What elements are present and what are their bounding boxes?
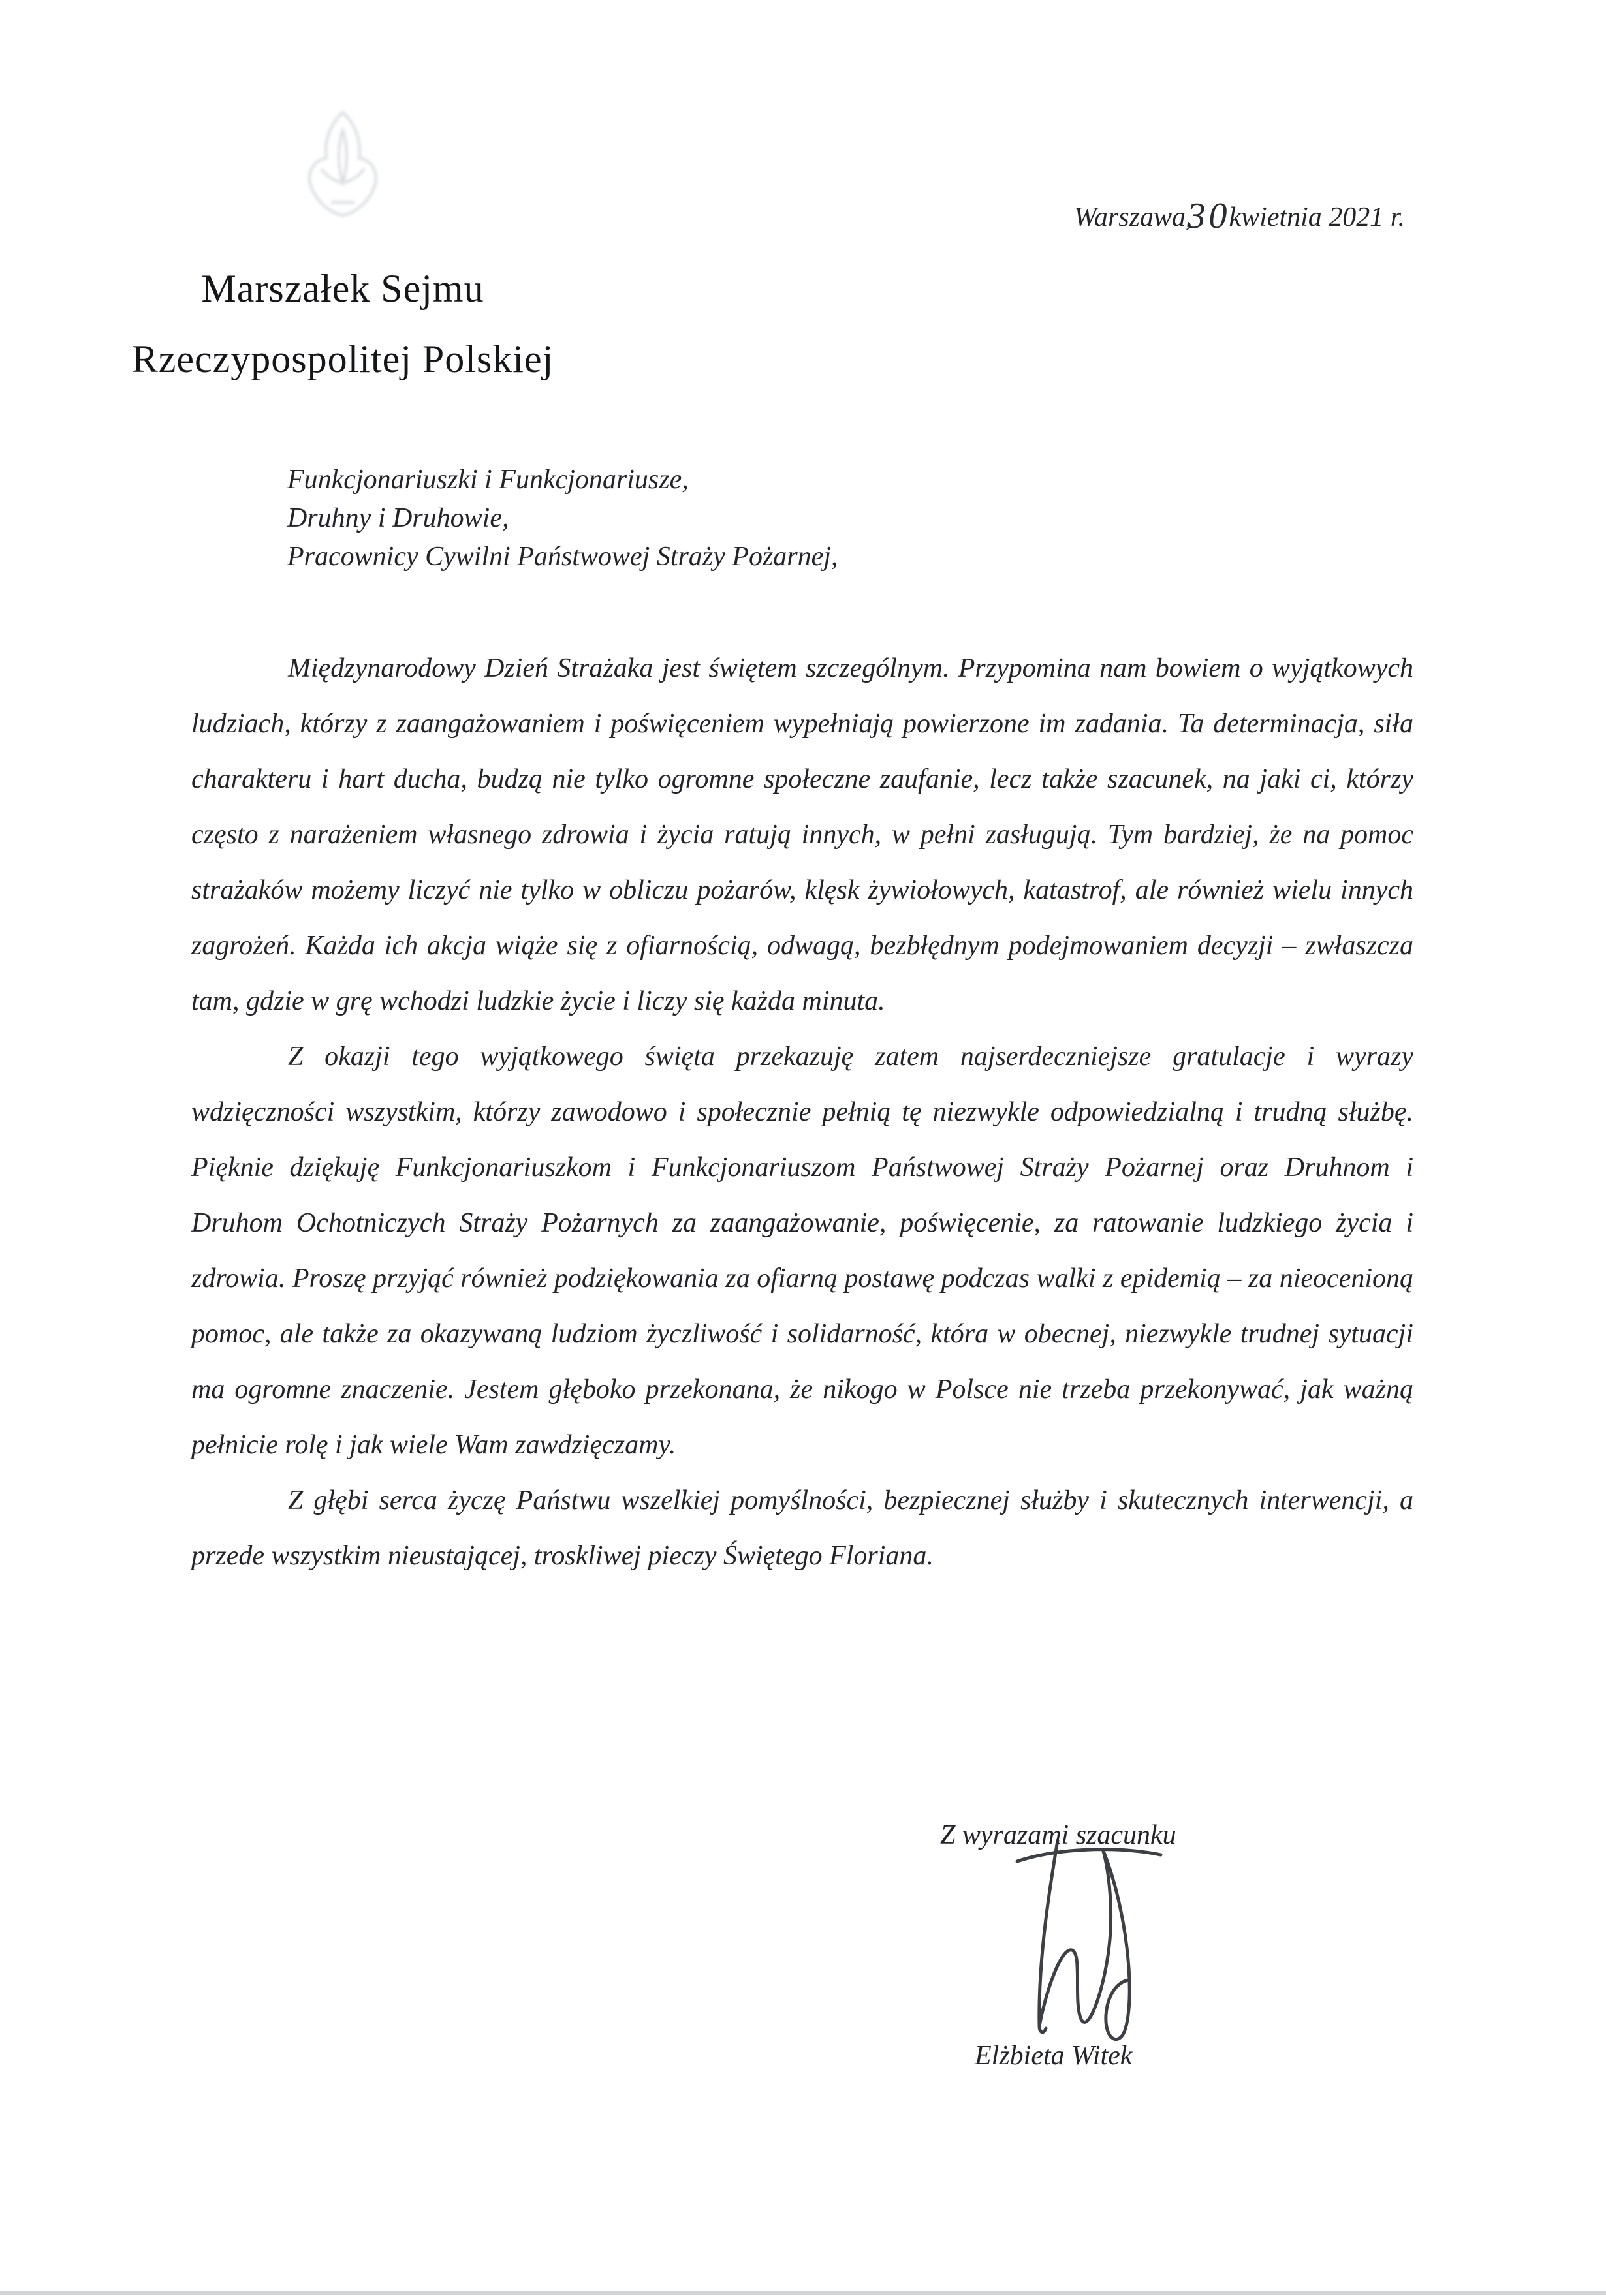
body-paragraph: Międzynarodowy Dzień Strażaka jest świętem szczególnym. Przypomina nam bowiem o wyjątkowych ludziach, którzy z zaangażowaniem i poświęceniem wypełniają powierzone im zadania. Ta determinacja, siła charakteru i hart ducha, budzą nie tylko ogromne społeczne zaufanie, lecz także szacunek, na jaki ci, którzy często z narażeniem własnego zdrowia i życia ratują innych, w pełni zasługują. Tym bardziej, że na pomoc strażaków możemy liczyć nie tylko w obliczu pożarów, klęsk żywiołowych, katastrof, ale również wielu innych zagrożeń. Każda ich akcja wiąże się z ofiarnością, odwagą, bezbłędnym podejmowaniem decyzji – zwłaszcza tam, gdzie w grę wchodzi ludzkie życie i liczy się każda minuta. <box>191 653 1413 1016</box>
closing-phrase: Z wyrazami szacunku <box>940 1820 1176 1850</box>
letterhead <box>121 253 565 394</box>
letterhead-line-2: Rzeczypospolitej Polskiej <box>131 337 554 380</box>
scan-edge-artifact <box>0 2291 1606 2295</box>
body-paragraph: Z głębi serca życzę Państwu wszelkiej pomyślności, bezpiecznej służby i skutecznych interwencji, a przede wszystkim nieustającej, troskliwej pieczy Świętego Floriana. <box>191 1485 1413 1571</box>
date-city: Warszawa, <box>1073 202 1193 232</box>
salutation <box>287 461 838 576</box>
date-line <box>1074 193 1405 235</box>
date-rest: kwietnia 2021 r. <box>1229 202 1405 232</box>
salutation-line: Funkcjonariuszki i Funkcjonariusze, <box>287 465 689 495</box>
salutation-line: Pracownicy Cywilni Państwowej Straży Pożarnej, <box>287 542 838 572</box>
date-day-handwritten: 30 <box>1187 196 1231 236</box>
letter-body <box>191 641 1413 1584</box>
signature-name: Elżbieta Witek <box>975 2041 1133 2071</box>
eagle-emblem-icon <box>286 104 400 238</box>
salutation-line: Druhny i Druhowie, <box>287 503 509 533</box>
body-paragraph: Z okazji tego wyjątkowego święta przekazuję zatem najserdeczniejsze gratulacje i wyrazy wdzięczności wszystkim, którzy zawodowo i społecznie pełnią tę niezwykle odpowiedzialną i trudną służbę. Pięknie dziękuję Funkcjonariuszkom i Funkcjonariuszom Państwowej Straży Pożarnej oraz Druhnom i Druhom Ochotniczych Straży Pożarnych za zaangażowanie, poświęcenie, za ratowanie ludzkiego życia i zdrowia. Proszę przyjąć również podziękowania za ofiarną postawę podczas walki z epidemią – za nieocenioną pomoc, ale także za okazywaną ludziom życzliwość i solidarność, która w obecnej, niezwykle trudnej sytuacji ma ogromne znaczenie. Jestem głęboko przekonana, że nikogo w Polsce nie trzeba przekonywać, jak ważną pełnicie rolę i jak wiele Wam zawdzięczamy. <box>191 1042 1413 1460</box>
letterhead-line-1: Marszałek Sejmu <box>201 267 484 310</box>
signature-handwritten <box>998 1835 1187 2051</box>
